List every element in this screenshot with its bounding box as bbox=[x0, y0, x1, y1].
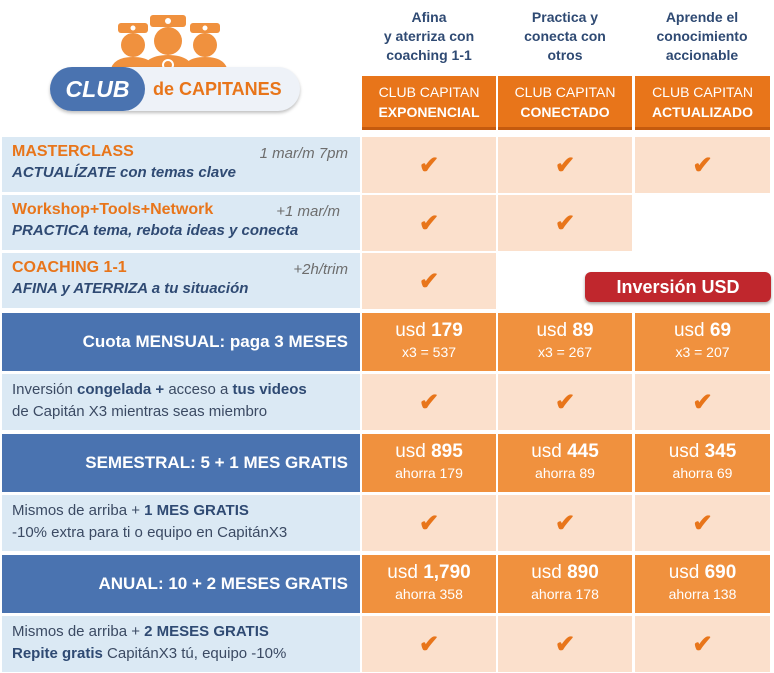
check-icon: ✔ bbox=[362, 195, 496, 251]
plan-conectado[interactable]: CLUB CAPITAN CONECTADO bbox=[498, 76, 632, 130]
column-desc-3: Aprende el conocimiento accionable bbox=[656, 9, 748, 63]
price-semester-exponencial[interactable]: usd 895 ahorra 179 bbox=[362, 434, 496, 492]
price-annual-exponencial[interactable]: usd 1,790 ahorra 358 bbox=[362, 555, 496, 613]
check-icon: ✔ bbox=[362, 495, 496, 551]
price-annual-conectado[interactable]: usd 890 ahorra 178 bbox=[498, 555, 632, 613]
check-icon: ✔ bbox=[498, 137, 632, 193]
price-semester-actualizado[interactable]: usd 345 ahorra 69 bbox=[635, 434, 770, 492]
feature-coaching bbox=[2, 253, 360, 309]
feature-subtitle: PRACTICA tema, rebota ideas y conecta bbox=[12, 222, 299, 239]
logo-capitanes: de CAPITANES bbox=[153, 79, 282, 99]
column-desc-1: Afina y aterriza con coaching 1-1 bbox=[383, 9, 475, 63]
plan-exponencial[interactable]: CLUB CAPITAN EXPONENCIAL bbox=[362, 76, 496, 130]
feature-schedule: +2h/trim bbox=[293, 261, 348, 278]
plan-actualizado[interactable]: CLUB CAPITAN ACTUALIZADO bbox=[635, 76, 770, 130]
check-icon: ✔ bbox=[498, 495, 632, 551]
pricing-annual-info: Mismos de arriba + 2 MESES GRATIS Repite gratis CapitánX3 tú, equipo -10% bbox=[2, 616, 360, 672]
pricing-monthly-label: Cuota MENSUAL: paga 3 MESES bbox=[2, 313, 360, 371]
captains-icon bbox=[48, 5, 308, 75]
feature-title: COACHING 1-1 bbox=[12, 259, 127, 276]
feature-subtitle: ACTUALÍZATE con temas clave bbox=[12, 164, 236, 181]
logo bbox=[48, 5, 308, 115]
check-icon: ✔ bbox=[635, 495, 770, 551]
logo-club: CLUB bbox=[50, 67, 145, 111]
check-icon: ✔ bbox=[498, 374, 632, 430]
check-icon: ✔ bbox=[498, 616, 632, 672]
check-icon: ✔ bbox=[635, 616, 770, 672]
price-annual-actualizado[interactable]: usd 690 ahorra 138 bbox=[635, 555, 770, 613]
price-monthly-exponencial[interactable]: usd 179 x3 = 537 bbox=[362, 313, 496, 371]
price-semester-conectado[interactable]: usd 445 ahorra 89 bbox=[498, 434, 632, 492]
feature-masterclass bbox=[2, 137, 360, 193]
feature-schedule: +1 mar/m bbox=[276, 203, 340, 220]
pricing-annual-label: ANUAL: 10 + 2 MESES GRATIS bbox=[2, 555, 360, 613]
feature-title: Workshop+Tools+Network bbox=[12, 201, 214, 218]
check-icon: ✔ bbox=[362, 137, 496, 193]
price-monthly-conectado[interactable]: usd 89 x3 = 267 bbox=[498, 313, 632, 371]
check-icon: ✔ bbox=[498, 195, 632, 251]
pricing-monthly-info: Inversión congelada + acceso a tus videos de Capitán X3 mientras seas miembro bbox=[2, 374, 360, 430]
check-icon: ✔ bbox=[362, 253, 496, 309]
price-monthly-actualizado[interactable]: usd 69 x3 = 207 bbox=[635, 313, 770, 371]
feature-subtitle: AFINA y ATERRIZA a tu situación bbox=[12, 280, 249, 297]
pricing-semester-info: Mismos de arriba + 1 MES GRATIS -10% extra para ti o equipo en CapitánX3 bbox=[2, 495, 360, 551]
investment-badge: Inversión USD bbox=[585, 272, 771, 302]
column-desc-2: Practica y conecta con otros bbox=[524, 9, 606, 63]
check-icon: ✔ bbox=[362, 616, 496, 672]
feature-title: MASTERCLASS bbox=[12, 143, 134, 160]
pricing-semester-label: SEMESTRAL: 5 + 1 MES GRATIS bbox=[2, 434, 360, 492]
feature-schedule: 1 mar/m 7pm bbox=[259, 145, 348, 162]
check-icon: ✔ bbox=[635, 137, 770, 193]
feature-workshop bbox=[2, 195, 360, 251]
check-icon: ✔ bbox=[362, 374, 496, 430]
check-icon: ✔ bbox=[635, 374, 770, 430]
